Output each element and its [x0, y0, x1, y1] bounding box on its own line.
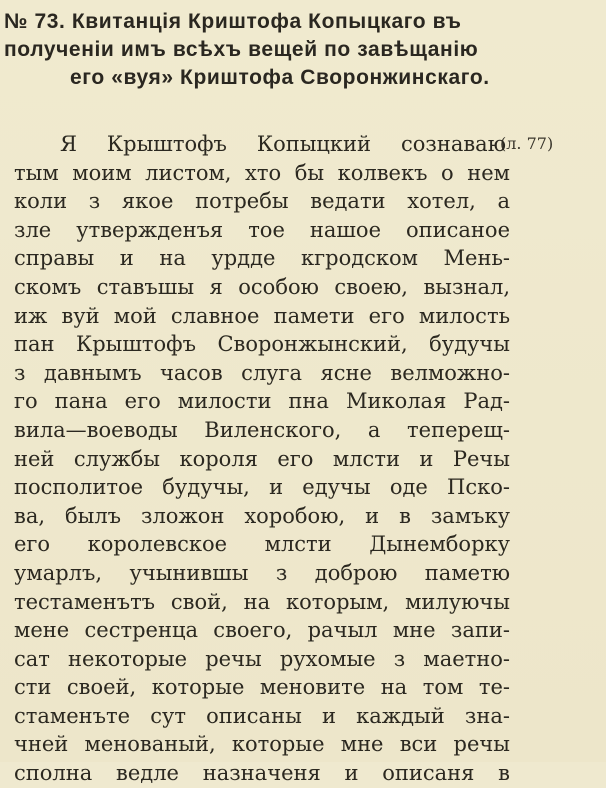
text-line: вила—воеводы Виленского, а теперещ-: [14, 417, 510, 442]
text-line: Я Крыштофъ Копыцкий сознаваю: [60, 132, 506, 156]
text-line: сти своей, которые меновите на том те-: [14, 675, 510, 700]
text-line: стаменъте сут описаны и каждый зна-: [14, 703, 510, 728]
document-body: [0, 130, 606, 788]
heading-line-1: № 73. Квитанція Криштофа Копыцкаго въ: [4, 10, 462, 33]
text-line: тым моим листом, хто бы колвекъ о нем: [14, 160, 510, 185]
heading-line-3: его «вуя» Криштофа Своронжинскаго.: [70, 66, 490, 89]
text-line: тестаменътъ свой, на которым, милуючы: [14, 589, 510, 614]
text-line: пан Крыштофъ Своронжынский, будучы: [14, 332, 510, 357]
text-line: ней службы короля его млсти и Речы: [14, 446, 510, 471]
margin-note: (л. 77): [500, 134, 554, 153]
text-line: сполна ведле назначеня и описаня в: [14, 761, 510, 786]
text-line: чней менованый, которые мне вси речы: [14, 732, 510, 757]
text-line: сат некоторые речы рухомые з маетно-: [14, 646, 510, 671]
text-line: го пана его милости пна Миколая Рад-: [14, 389, 510, 414]
text-line: иж вуй мой славное памети его милость: [14, 303, 510, 328]
text-line: умарлъ, учынившы з доброю паметю: [14, 560, 510, 585]
text-line: коли з якое потребы ведати хотел, а: [14, 189, 510, 214]
text-line: его королевское млсти Дынемборку: [14, 532, 510, 557]
text-line: зле утвержденъя тое нашое описаное: [14, 217, 510, 242]
heading-line-2: полученіи имъ всѣхъ вещей по завѣщанію: [4, 38, 479, 61]
document-heading: [0, 8, 606, 92]
text-line: з давнымъ часов слуга ясне велможно-: [14, 360, 510, 385]
text-line: мене сестренца своего, рачыл мне запи-: [14, 618, 510, 643]
text-line: справы и на урдде кгродском Мень-: [14, 246, 510, 271]
text-line: ва, былъ зложон хоробою, и в замъку: [14, 503, 510, 528]
text-line: скомъ ставъшы я особою своею, вызнал,: [14, 274, 510, 299]
text-line: посполитое будучы, и едучы оде Пско-: [14, 475, 510, 500]
